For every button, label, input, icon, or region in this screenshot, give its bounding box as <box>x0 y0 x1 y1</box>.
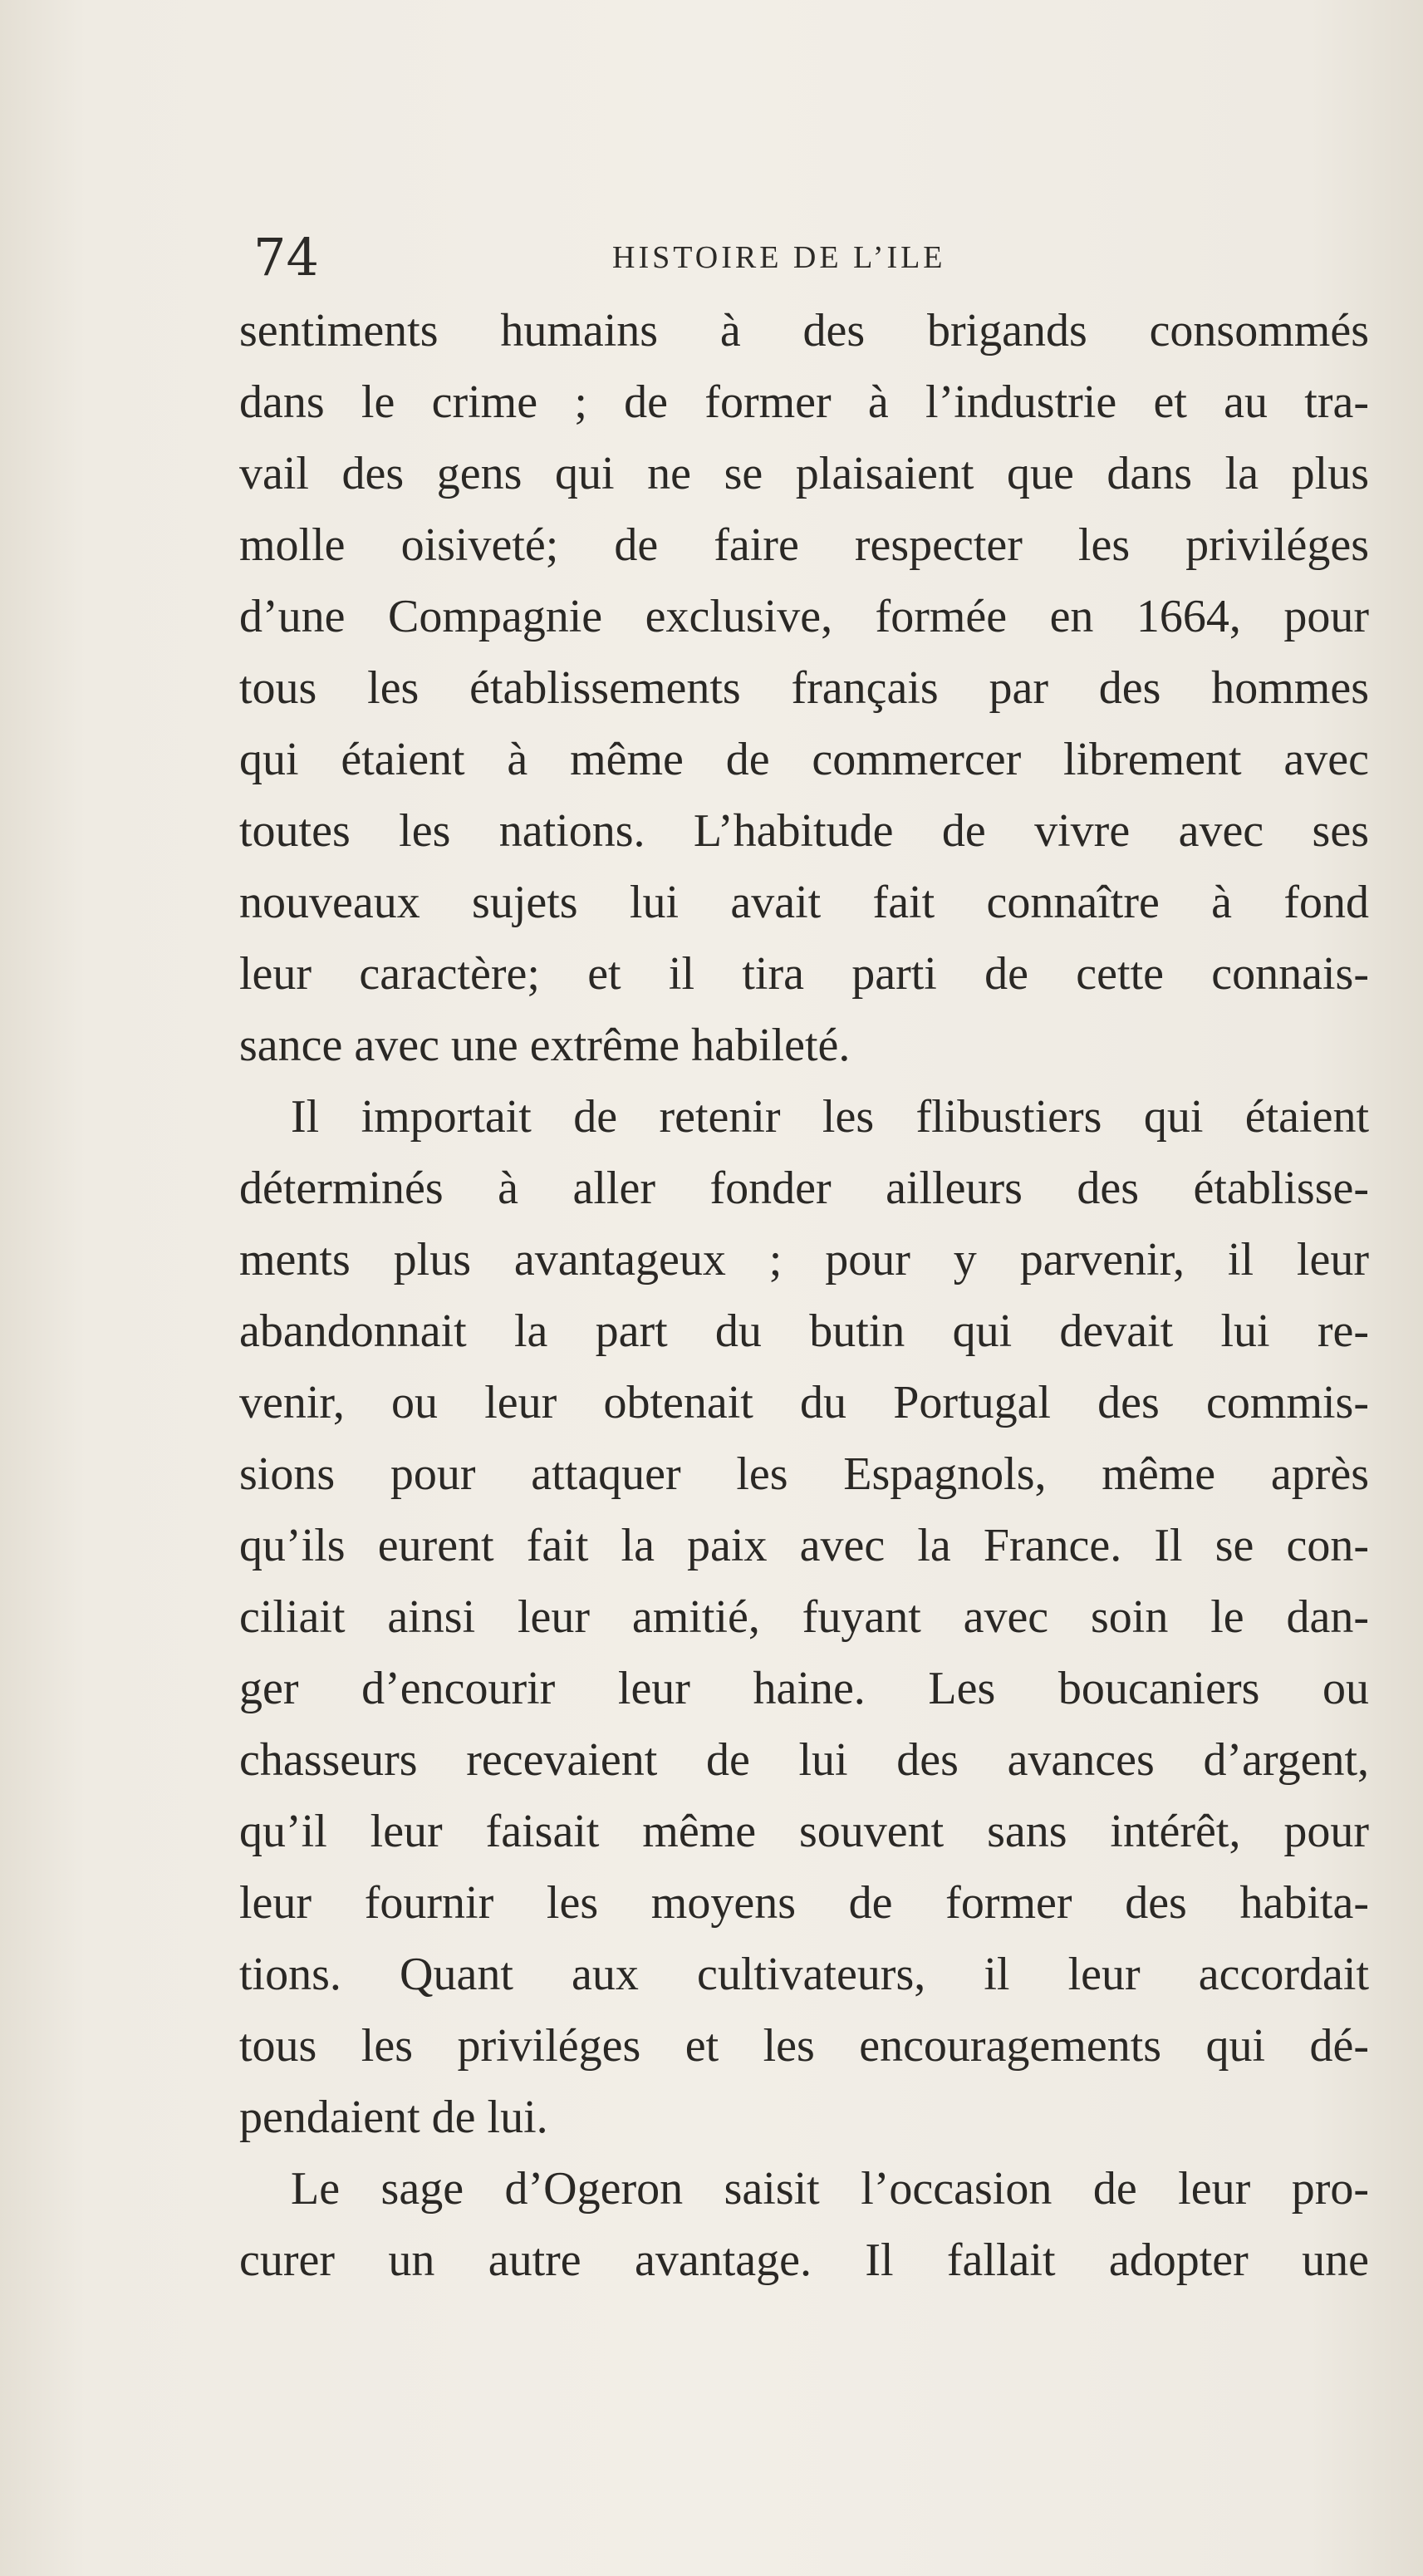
text-line: molle oisiveté; de faire respecter les priviléges <box>239 519 1369 571</box>
text-line: d’une Compagnie exclusive, formée en 1664, pour <box>239 591 1369 642</box>
text-line: sentiments humains à des brigands consommés <box>239 305 1369 356</box>
text-line: dans le crime ; de former à l’industrie et au tra- <box>239 376 1369 428</box>
text-line: leur caractère; et il tira parti de cette connais- <box>239 948 1369 1000</box>
text-line: nouveaux sujets lui avait fait connaître à fond <box>239 877 1369 928</box>
text-line: abandonnait la part du butin qui devait lui re- <box>239 1305 1369 1357</box>
text-line: tous les établissements français par des hommes <box>239 662 1369 714</box>
text-line: Il importait de retenir les flibustiers qui étaient <box>291 1091 1369 1143</box>
running-title: HISTOIRE DE L’ILE <box>612 240 946 275</box>
text-line: qu’il leur faisait même souvent sans intérêt, pour <box>239 1806 1369 1857</box>
text-line: ger d’encourir leur haine. Les boucaniers ou <box>239 1663 1369 1714</box>
text-line: Le sage d’Ogeron saisit l’occasion de leur pro- <box>291 2163 1369 2215</box>
text-line: tions. Quant aux cultivateurs, il leur accordait <box>239 1949 1369 2000</box>
text-line: déterminés à aller fonder ailleurs des établisse- <box>239 1163 1369 1214</box>
text-line: pendaient de lui. <box>239 2092 548 2143</box>
text-line: sance avec une extrême habileté. <box>239 1020 851 1071</box>
text-line: curer un autre avantage. Il fallait adopter une <box>239 2234 1369 2286</box>
text-line: venir, ou leur obtenait du Portugal des commis- <box>239 1377 1369 1428</box>
text-line: vail des gens qui ne se plaisaient que dans la plus <box>239 448 1369 499</box>
text-line: sions pour attaquer les Espagnols, même après <box>239 1448 1369 1500</box>
text-line: qu’ils eurent fait la paix avec la France. Il se con- <box>239 1520 1369 1571</box>
text-line: ciliait ainsi leur amitié, fuyant avec soin le dan- <box>239 1591 1369 1643</box>
text-line: chasseurs recevaient de lui des avances d’argent, <box>239 1734 1369 1786</box>
text-line: tous les priviléges et les encouragements qui dé- <box>239 2020 1369 2072</box>
text-line: ments plus avantageux ; pour y parvenir, il leur <box>239 1234 1369 1286</box>
text-line: toutes les nations. L’habitude de vivre avec ses <box>239 805 1369 857</box>
text-line: qui étaient à même de commercer librement avec <box>239 734 1369 785</box>
body-text <box>239 295 1369 2296</box>
page-header <box>253 224 1367 291</box>
page-number: 74 <box>253 227 319 288</box>
text-line: leur fournir les moyens de former des habita- <box>239 1877 1369 1929</box>
